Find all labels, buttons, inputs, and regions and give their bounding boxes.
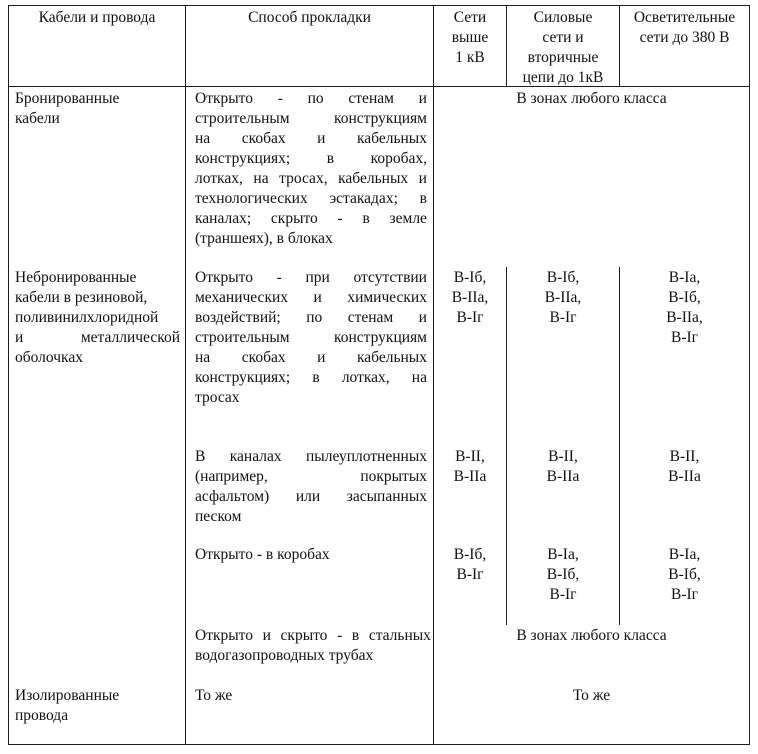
- sub2-col4-classes: В-II, В-IIа: [546, 448, 580, 485]
- sub2-col3-classes: В-II, В-IIа: [453, 448, 487, 485]
- insulated-zones: То же: [572, 687, 611, 704]
- unarmored-method-open: Открыто - при отсутствии механических и химических воздействий; по стенам и строительным конструкциям на скобах и кабельных конструкциях; в лотках, на тросах: [195, 269, 427, 406]
- unarmored-method-channels: В каналах пылеуплотненных (например, покрытых асфальтом) или засыпанных песком: [195, 448, 427, 525]
- insulated-wire-label: Изолированные провода: [15, 687, 120, 724]
- armored-method: Открыто - по стенам и строительным конструкциям на скобах и кабельных конструкциях; в коробах, лотках, на тросах, кабельных и технологических эстакадах; в каналах; скрыто - в земле (траншеях), в блоках: [195, 90, 427, 247]
- header-networks-above-1kv: Сети выше 1 кВ: [451, 9, 489, 66]
- method-line: Открыто - по стенам и: [195, 90, 427, 107]
- sub3-col5-classes: В-Iа, В-Iб, В-Iг: [668, 546, 701, 603]
- sub1-col5-classes: В-Iа, В-Iб, В-IIа, В-Iг: [666, 269, 703, 346]
- armored-zones: В зонах любого класса: [516, 90, 667, 107]
- sub2-col5-classes: В-II, В-IIа: [668, 448, 701, 485]
- sub3-col4-classes: В-Iа, В-Iб, В-Iг: [546, 546, 580, 603]
- insulated-method: То же: [195, 687, 233, 704]
- unarmored-cable-label: Небронированные кабели в резиновой, поливинилхлоридной и металлической оболочках: [15, 269, 180, 366]
- unarmored-method-pipes: Открыто и скрыто - в стальных водогазопроводных трубах: [195, 627, 431, 664]
- table-border-bottom: [8, 744, 750, 745]
- table-border-left: [8, 5, 9, 745]
- sub1-col4-classes: В-Iб, В-IIа, В-Iг: [544, 269, 582, 326]
- header-divider: [8, 86, 750, 87]
- header-lighting-networks: Осветительные сети до 380 В: [633, 9, 736, 46]
- column-divider-1: [185, 5, 186, 745]
- header-cables: Кабели и провода: [38, 9, 156, 26]
- header-power-networks: Силовые сети и вторичные цепи до 1кВ: [522, 9, 604, 86]
- table-border-top: [8, 5, 750, 6]
- header-method: Способ прокладки: [248, 9, 371, 26]
- sub4-zones: В зонах любого класса: [516, 627, 667, 644]
- unarmored-method-boxes: Открыто - в коробах: [195, 546, 330, 563]
- armored-cable-label: Бронированные кабели: [15, 90, 120, 127]
- sub3-col3-classes: В-Iб, В-Iг: [453, 546, 487, 583]
- sub1-col3-classes: В-Iб, В-IIа, В-Iг: [451, 269, 489, 326]
- table-border-right: [749, 5, 750, 745]
